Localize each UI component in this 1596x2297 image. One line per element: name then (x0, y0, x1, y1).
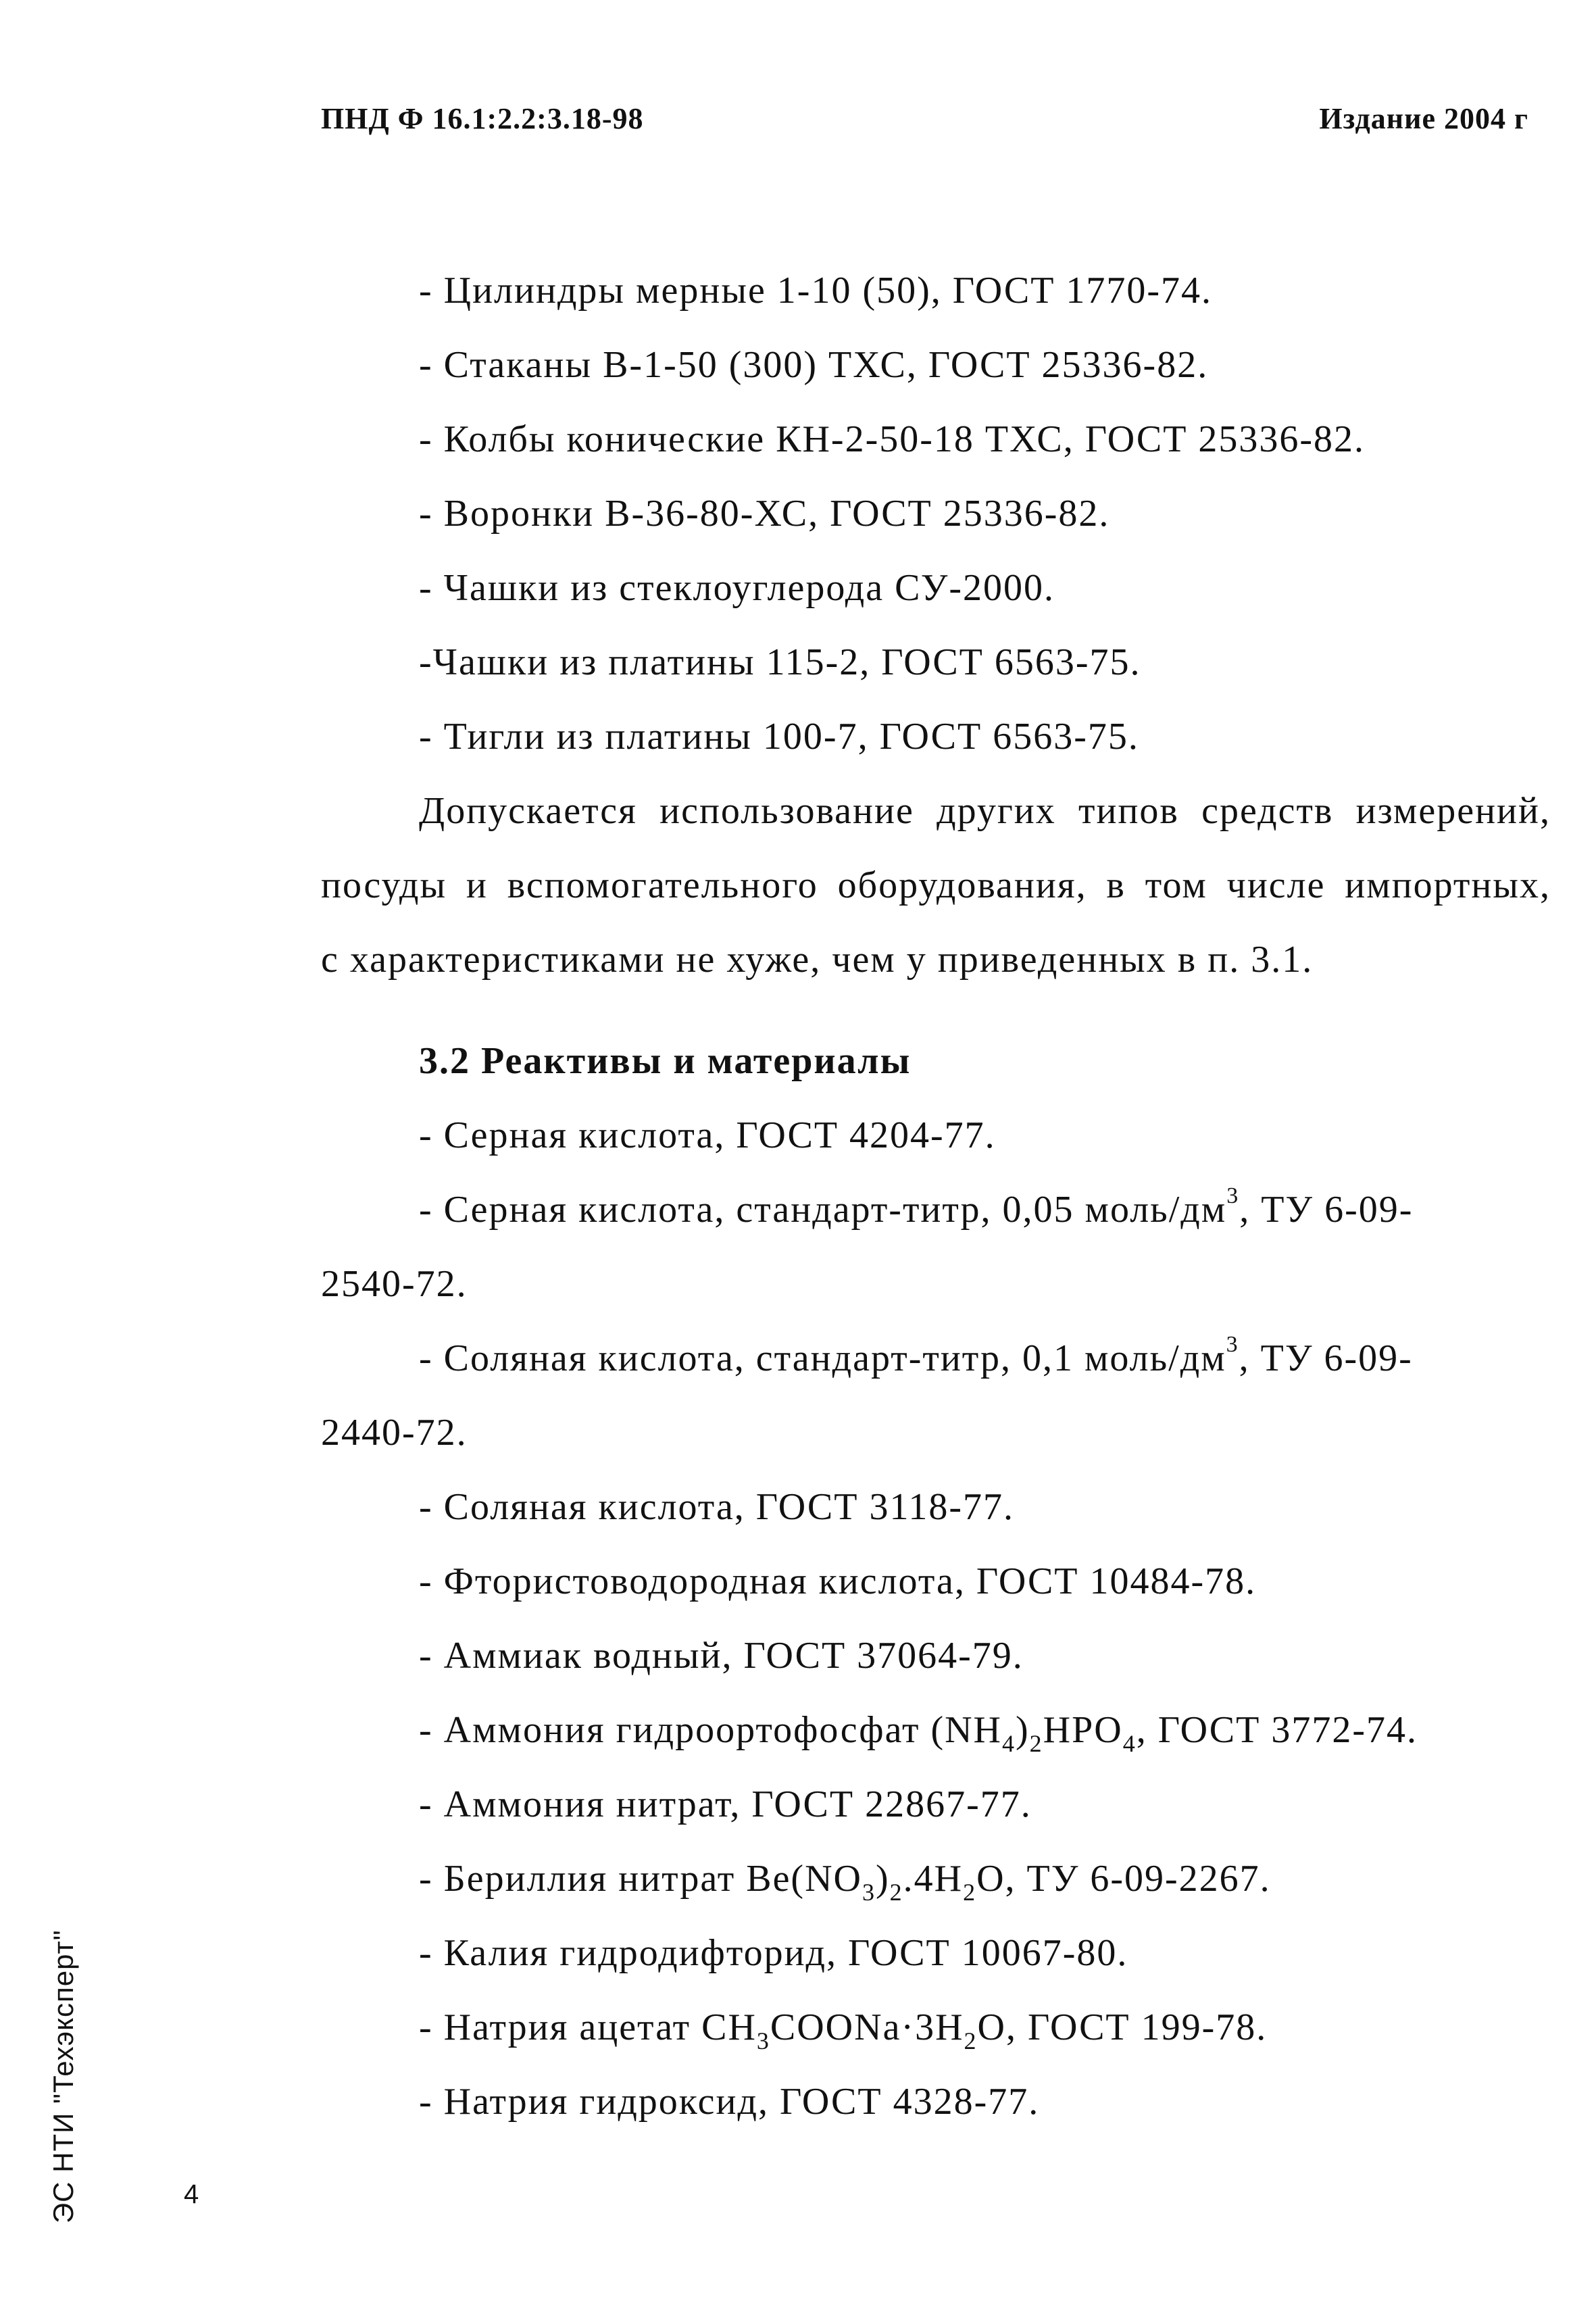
list-item: - Фтористоводородная кислота, ГОСТ 10484-78. (419, 1560, 1257, 1602)
item-text: - Соляная кислота, стандарт-титр, 0,1 моль/дм (419, 1337, 1226, 1379)
list-item: - Колбы конические КН-2-50-18 ТХС, ГОСТ 25336-82. (419, 418, 1366, 460)
superscript: 3 (1226, 1183, 1240, 1208)
list-item: - Чашки из стеклоуглерода СУ-2000. (419, 567, 1055, 609)
subscript: 3 (862, 1879, 876, 1906)
list-item: - Воронки В-36-80-ХС, ГОСТ 25336-82. (419, 493, 1110, 535)
list-item-continuation: 2440-72. (321, 1412, 468, 1454)
paragraph-line: Допускается использование других типов средств измерений, (419, 790, 1551, 832)
list-item: -Чашки из платины 115-2, ГОСТ 6563-75. (419, 641, 1141, 683)
list-item (321, 1172, 1551, 1247)
item-text: .4H (903, 1858, 964, 1900)
subscript: 4 (1002, 1730, 1016, 1757)
item-text: O, ГОСТ 199-78. (977, 2006, 1268, 2048)
subscript: 2 (964, 2027, 978, 2054)
item-text: , ГОСТ 3772-74. (1136, 1709, 1418, 1751)
side-stamp: ЭС НТИ "Техэксперт" (47, 1929, 79, 2223)
list-item (321, 1321, 1551, 1396)
paragraph-line: посуды и вспомогательного оборудования, в том числе импортных, (321, 864, 1551, 906)
list-item: - Тигли из платины 100-7, ГОСТ 6563-75. (419, 716, 1139, 758)
list-item: - Стаканы В-1-50 (300) ТХС, ГОСТ 25336-82. (419, 344, 1209, 386)
list-item: - Соляная кислота, ГОСТ 3118-77. (419, 1486, 1015, 1528)
list-item (321, 1842, 1551, 1916)
subscript: 2 (963, 1879, 977, 1906)
list-item-continuation: 2540-72. (321, 1263, 468, 1305)
item-text: HPO (1043, 1709, 1123, 1751)
item-text: - Серная кислота, стандарт-титр, 0,05 моль/дм (419, 1189, 1227, 1231)
equipment-list (321, 253, 1551, 774)
item-text: ) (875, 1858, 890, 1900)
document-body (321, 253, 1551, 2139)
edition-label: Издание 2004 г (1319, 102, 1528, 135)
subscript: 3 (756, 2027, 770, 2054)
section-heading: 3.2 Реактивы и материалы (419, 1040, 912, 1082)
item-text: COONa·3H (770, 2006, 964, 2048)
note-paragraph (321, 774, 1551, 997)
subscript: 4 (1122, 1730, 1137, 1757)
subscript: 2 (1029, 1730, 1043, 1757)
list-item: - Аммиак водный, ГОСТ 37064-79. (419, 1635, 1024, 1677)
item-text: - Натрия ацетат CH (419, 2006, 757, 2048)
item-text: O, ТУ 6-09-2267. (976, 1858, 1271, 1900)
list-item: - Калия гидродифторид, ГОСТ 10067-80. (419, 1932, 1128, 1974)
list-item (321, 1693, 1551, 1767)
item-text: , ТУ 6-09- (1239, 1189, 1414, 1231)
list-item: - Аммония нитрат, ГОСТ 22867-77. (419, 1783, 1032, 1825)
list-item: - Серная кислота, ГОСТ 4204-77. (419, 1114, 996, 1156)
list-item (321, 1990, 1551, 2065)
subscript: 2 (889, 1879, 903, 1906)
reagents-list (321, 1098, 1551, 2139)
item-text: - Бериллия нитрат Be(NO (419, 1858, 862, 1900)
document-code: ПНД Ф 16.1:2.2:3.18-98 (321, 102, 644, 135)
page-number: 4 (184, 2179, 199, 2209)
superscript: 3 (1226, 1332, 1239, 1357)
item-text: ) (1016, 1709, 1030, 1751)
item-text: , ТУ 6-09- (1239, 1337, 1413, 1379)
item-text: - Аммония гидроортофосфат (NH (419, 1709, 1002, 1751)
list-item: - Цилиндры мерные 1-10 (50), ГОСТ 1770-74. (419, 270, 1213, 312)
list-item: - Натрия гидроксид, ГОСТ 4328-77. (419, 2081, 1040, 2123)
paragraph-line: с характеристиками не хуже, чем у приведенных в п. 3.1. (321, 939, 1314, 981)
